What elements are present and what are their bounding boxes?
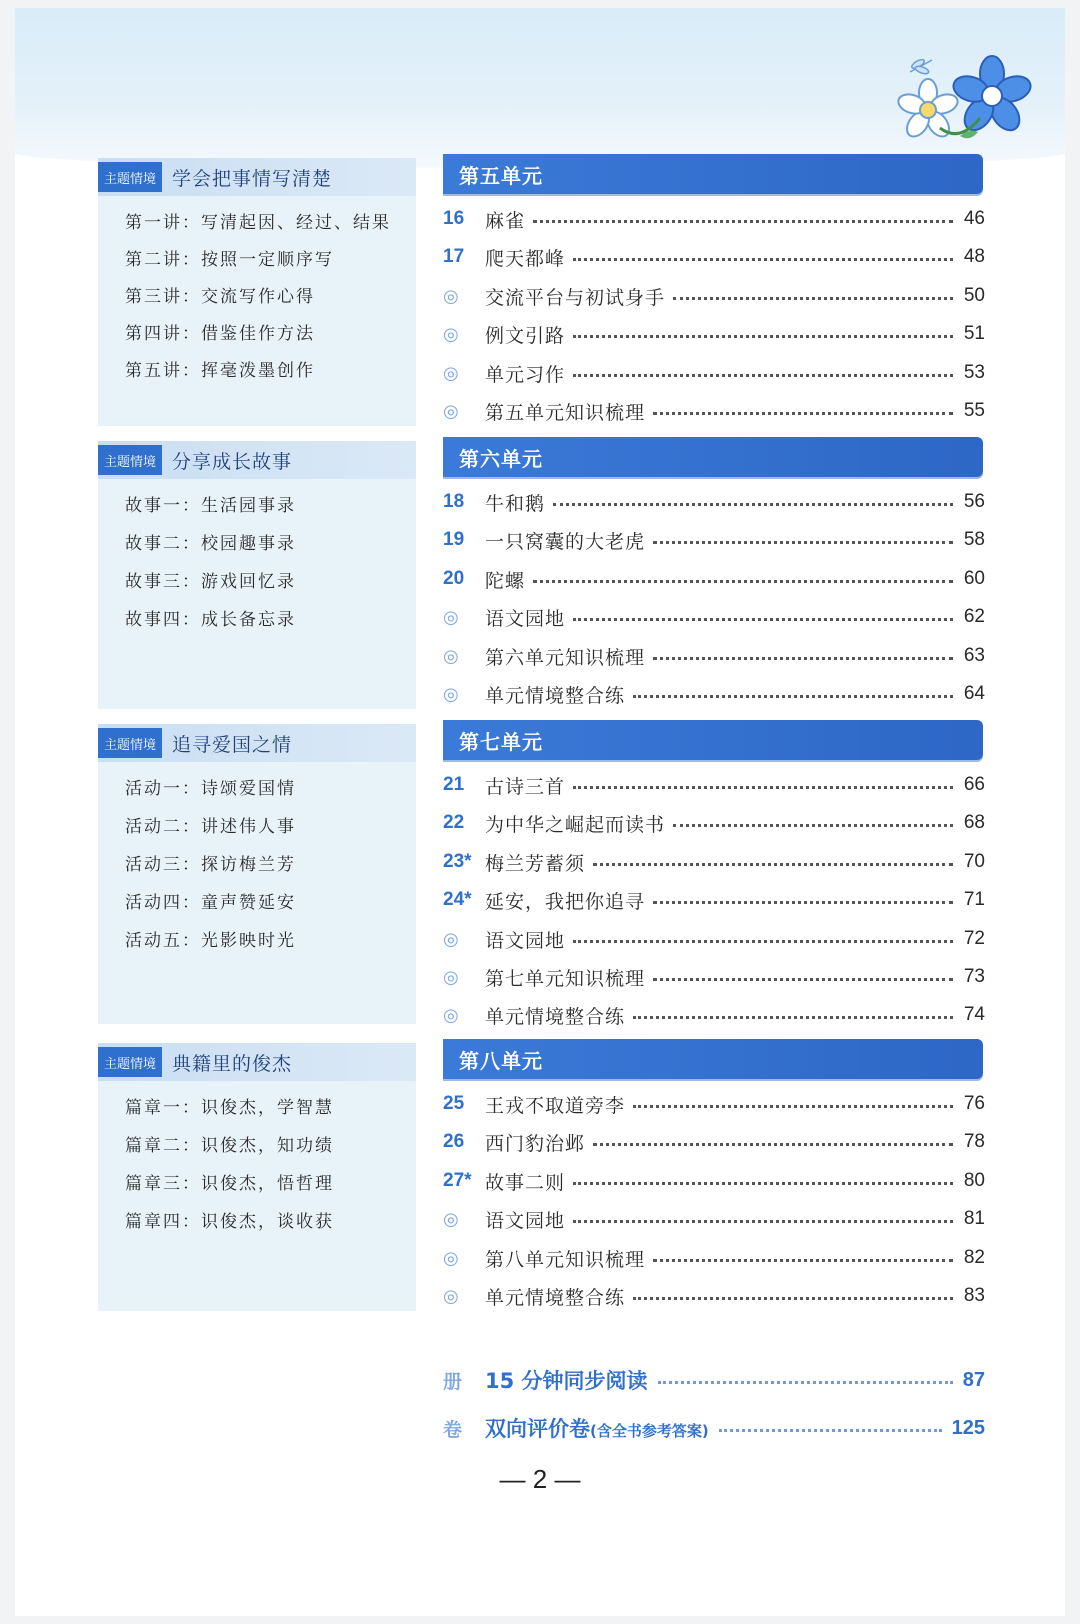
target-bullet-icon: ◎ <box>443 400 459 422</box>
theme-item[interactable]: 活动三：探访梅兰芳 <box>125 855 296 875</box>
lesson-number: 22 <box>443 812 465 833</box>
theme-item[interactable]: 第二讲：按照一定顺序写 <box>125 250 334 270</box>
entry-title: 第五单元知识梳理 <box>485 401 646 424</box>
dot-leader <box>653 657 953 660</box>
book-icon: 册 <box>443 1370 463 1393</box>
toc-entry[interactable] <box>443 808 985 838</box>
page-ref: 70 <box>963 851 985 872</box>
entry-title: 单元情境整合练 <box>485 684 626 707</box>
page-ref: 64 <box>963 683 985 704</box>
entry-title: 语文园地 <box>485 607 566 630</box>
page-ref: 62 <box>963 606 985 627</box>
theme-panel <box>98 158 416 426</box>
toc-entry[interactable] <box>443 319 985 349</box>
unit-header <box>443 720 983 760</box>
dot-leader <box>673 297 953 300</box>
theme-tag: 主题情境 <box>98 162 162 192</box>
dot-leader <box>719 1429 942 1432</box>
theme-item[interactable]: 篇章二：识俊杰，知功绩 <box>125 1136 334 1156</box>
entry-title: 故事二则 <box>485 1171 566 1194</box>
target-bullet-icon: ◎ <box>443 683 459 705</box>
theme-item[interactable]: 活动一：诗颂爱国情 <box>125 779 296 799</box>
dot-leader <box>653 1259 953 1262</box>
target-bullet-icon: ◎ <box>443 966 459 988</box>
theme-item[interactable]: 第五讲：挥毫泼墨创作 <box>125 361 315 381</box>
dot-leader <box>573 940 953 943</box>
toc-entry[interactable] <box>443 1127 985 1157</box>
dot-leader <box>533 580 953 583</box>
lesson-number: 25 <box>443 1093 465 1114</box>
page-ref: 53 <box>963 362 985 383</box>
target-bullet-icon: ◎ <box>443 323 459 345</box>
dot-leader <box>658 1381 953 1384</box>
page-ref: 50 <box>963 285 985 306</box>
toc-entry[interactable] <box>443 679 985 709</box>
page-ref: 46 <box>963 208 985 229</box>
page-ref: 48 <box>963 246 985 267</box>
page-ref: 63 <box>963 645 985 666</box>
special-title <box>485 1413 709 1443</box>
dot-leader <box>653 901 953 904</box>
lesson-number: 17 <box>443 246 465 267</box>
entry-title: 第六单元知识梳理 <box>485 646 646 669</box>
target-bullet-icon: ◎ <box>443 362 459 384</box>
special-title-sub: (含全书参考答案) <box>590 1422 709 1440</box>
page-ref: 60 <box>963 568 985 589</box>
entry-title: 一只窝囊的大老虎 <box>485 530 646 553</box>
dot-leader <box>653 412 953 415</box>
dot-leader <box>573 335 953 338</box>
theme-item[interactable]: 篇章四：识俊杰，谈收获 <box>125 1212 334 1232</box>
dot-leader <box>633 1016 953 1019</box>
entry-title: 古诗三首 <box>485 775 566 798</box>
dot-leader <box>573 258 953 261</box>
target-bullet-icon: ◎ <box>443 1285 459 1307</box>
page-ref: 81 <box>963 1208 985 1229</box>
toc-entry[interactable] <box>443 885 985 915</box>
unit-title: 第八单元 <box>459 1049 543 1073</box>
toc-entry[interactable] <box>443 204 985 234</box>
unit-title: 第七单元 <box>459 730 543 754</box>
entry-title: 牛和鹅 <box>485 492 546 515</box>
lesson-number: 23* <box>443 851 472 872</box>
special-entry[interactable] <box>443 1410 985 1446</box>
entry-title: 梅兰芳蓄须 <box>485 852 586 875</box>
theme-title: 分享成长故事 <box>172 450 293 473</box>
unit-header <box>443 437 983 477</box>
lesson-number: 27* <box>443 1170 472 1191</box>
theme-item[interactable]: 第三讲：交流写作心得 <box>125 287 315 307</box>
special-title-main: 15 分钟同步阅读 <box>485 1369 648 1393</box>
dot-leader <box>593 1143 953 1146</box>
paper-icon: 卷 <box>443 1418 463 1441</box>
lesson-number: 26 <box>443 1131 465 1152</box>
entry-title: 交流平台与初试身手 <box>485 286 666 309</box>
target-bullet-icon: ◎ <box>443 645 459 667</box>
lesson-number: 18 <box>443 491 465 512</box>
theme-panel <box>98 724 416 1024</box>
toc-entry[interactable] <box>443 962 985 992</box>
toc-entry[interactable] <box>443 1166 985 1196</box>
page-ref: 76 <box>963 1093 985 1114</box>
page-number: — 2 — <box>499 1464 581 1494</box>
unit-header <box>443 1039 983 1079</box>
page-ref: 71 <box>963 889 985 910</box>
toc-page <box>15 8 1065 1616</box>
theme-item[interactable]: 故事一：生活园事录 <box>125 496 296 516</box>
lesson-number: 21 <box>443 774 465 795</box>
toc-entry[interactable] <box>443 281 985 311</box>
lesson-number: 16 <box>443 208 465 229</box>
theme-item[interactable]: 活动五：光影映时光 <box>125 931 296 951</box>
entry-title: 延安，我把你追寻 <box>485 890 646 913</box>
toc-entry[interactable] <box>443 1089 985 1119</box>
special-title <box>485 1365 648 1395</box>
theme-header <box>98 441 416 479</box>
page-ref: 74 <box>963 1004 985 1025</box>
theme-panel <box>98 441 416 709</box>
theme-item[interactable]: 故事四：成长备忘录 <box>125 610 296 630</box>
toc-entry[interactable] <box>443 924 985 954</box>
entry-title: 单元情境整合练 <box>485 1286 626 1309</box>
lesson-number: 19 <box>443 529 465 550</box>
page-ref: 83 <box>963 1285 985 1306</box>
dot-leader <box>653 978 953 981</box>
theme-tag: 主题情境 <box>98 728 162 758</box>
entry-title: 单元习作 <box>485 363 566 386</box>
theme-panel <box>98 1043 416 1311</box>
toc-entry[interactable] <box>443 641 985 671</box>
theme-item[interactable]: 第一讲：写清起因、经过、结果 <box>125 213 391 233</box>
page-ref: 125 <box>951 1416 985 1439</box>
page-ref: 55 <box>963 400 985 421</box>
unit-title: 第五单元 <box>459 164 543 188</box>
toc-entry[interactable] <box>443 1204 985 1234</box>
special-entry[interactable] <box>443 1362 985 1398</box>
toc-entry[interactable] <box>443 358 985 388</box>
entry-title: 第七单元知识梳理 <box>485 967 646 990</box>
page-ref: 73 <box>963 966 985 987</box>
dot-leader <box>653 541 953 544</box>
dot-leader <box>673 824 953 827</box>
theme-header <box>98 724 416 762</box>
page-ref: 58 <box>963 529 985 550</box>
target-bullet-icon: ◎ <box>443 1247 459 1269</box>
special-title-main: 双向评价卷 <box>485 1417 590 1441</box>
dot-leader <box>573 1182 953 1185</box>
theme-title: 学会把事情写清楚 <box>172 167 333 190</box>
entry-title: 陀螺 <box>485 569 526 592</box>
dot-leader <box>573 618 953 621</box>
lesson-number: 20 <box>443 568 465 589</box>
lesson-number: 24* <box>443 889 472 910</box>
page-ref: 82 <box>963 1247 985 1268</box>
page-ref: 68 <box>963 812 985 833</box>
dot-leader <box>573 786 953 789</box>
entry-title: 单元情境整合练 <box>485 1005 626 1028</box>
entry-title: 语文园地 <box>485 1209 566 1232</box>
page-ref: 80 <box>963 1170 985 1191</box>
entry-title: 王戎不取道旁李 <box>485 1094 626 1117</box>
entry-title: 爬天都峰 <box>485 247 566 270</box>
target-bullet-icon: ◎ <box>443 285 459 307</box>
toc-entry[interactable] <box>443 396 985 426</box>
theme-item[interactable]: 故事二：校园趣事录 <box>125 534 296 554</box>
theme-item[interactable]: 篇章三：识俊杰，悟哲理 <box>125 1174 334 1194</box>
toc-entry[interactable] <box>443 770 985 800</box>
theme-title: 追寻爱国之情 <box>172 733 293 756</box>
flower-decoration-icon <box>880 48 1055 158</box>
theme-item[interactable]: 故事三：游戏回忆录 <box>125 572 296 592</box>
toc-entry[interactable] <box>443 1000 985 1030</box>
toc-entry[interactable] <box>443 487 985 517</box>
target-bullet-icon: ◎ <box>443 1208 459 1230</box>
page-ref: 78 <box>963 1131 985 1152</box>
target-bullet-icon: ◎ <box>443 928 459 950</box>
theme-title: 典籍里的俊杰 <box>172 1052 293 1075</box>
dot-leader <box>553 503 953 506</box>
entry-title: 西门豹治邺 <box>485 1132 586 1155</box>
theme-tag: 主题情境 <box>98 1047 162 1077</box>
toc-entry[interactable] <box>443 564 985 594</box>
dot-leader <box>573 374 953 377</box>
theme-tag: 主题情境 <box>98 445 162 475</box>
theme-header <box>98 1043 416 1081</box>
toc-entry[interactable] <box>443 847 985 877</box>
dot-leader <box>633 695 953 698</box>
toc-entry[interactable] <box>443 1243 985 1273</box>
dot-leader <box>633 1297 953 1300</box>
toc-entry[interactable] <box>443 525 985 555</box>
theme-item[interactable]: 第四讲：借鉴佳作方法 <box>125 324 315 344</box>
dot-leader <box>533 220 953 223</box>
entry-title: 语文园地 <box>485 929 566 952</box>
page-ref: 72 <box>963 928 985 949</box>
toc-entry[interactable] <box>443 242 985 272</box>
dot-leader <box>593 863 953 866</box>
target-bullet-icon: ◎ <box>443 606 459 628</box>
toc-entry[interactable] <box>443 1281 985 1311</box>
theme-item[interactable]: 活动二：讲述伟人事 <box>125 817 296 837</box>
theme-header <box>98 158 416 196</box>
theme-item[interactable]: 活动四：童声赞延安 <box>125 893 296 913</box>
page-ref: 66 <box>963 774 985 795</box>
entry-title: 例文引路 <box>485 324 566 347</box>
entry-title: 麻雀 <box>485 209 526 232</box>
toc-entry[interactable] <box>443 602 985 632</box>
dot-leader <box>633 1105 953 1108</box>
page-ref: 51 <box>963 323 985 344</box>
page-ref: 56 <box>963 491 985 512</box>
entry-title: 第八单元知识梳理 <box>485 1248 646 1271</box>
page-ref: 87 <box>962 1368 985 1391</box>
theme-item[interactable]: 篇章一：识俊杰，学智慧 <box>125 1098 334 1118</box>
dot-leader <box>573 1220 953 1223</box>
unit-header <box>443 154 983 194</box>
target-bullet-icon: ◎ <box>443 1004 459 1026</box>
unit-title: 第六单元 <box>459 447 543 471</box>
entry-title: 为中华之崛起而读书 <box>485 813 666 836</box>
